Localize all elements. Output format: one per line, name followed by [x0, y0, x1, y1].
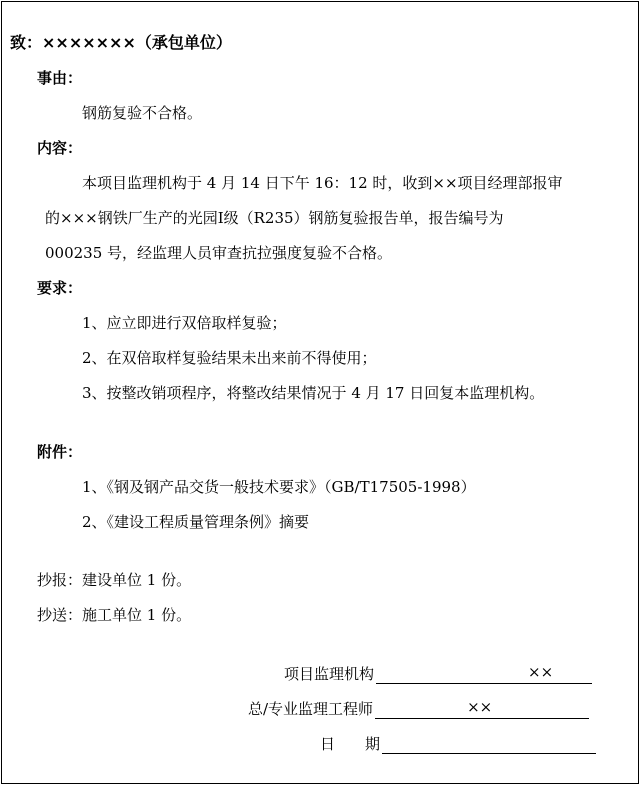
subject-label: 事由： — [37, 69, 83, 87]
signature-engineer-label: 总/专业监理工程师 — [248, 700, 374, 718]
requirement-item-3: 3、按整改销项程序，将整改结果情况于 4 月 17 日回复本监理机构。 — [82, 384, 545, 402]
copy-report-line: 抄报：建设单位 1 份。 — [37, 571, 192, 589]
signature-agency-line — [376, 664, 592, 684]
signature-engineer-value: ×× — [467, 698, 493, 716]
signature-agency-label: 项目监理机构 — [284, 665, 375, 683]
content-line-2: 的×××钢铁厂生产的光园Ⅰ级（R235）钢筋复验报告单，报告编号为 — [45, 209, 504, 227]
attachment-item-1: 1、《钢及钢产品交货一般技术要求》（GB/T17505-1998） — [82, 478, 476, 496]
signature-agency-value: ×× — [528, 663, 554, 681]
content-label: 内容： — [37, 139, 83, 157]
content-line-1: 本项目监理机构于 4 月 14 日下午 16：12 时，收到××项目经理部报审 — [82, 174, 563, 192]
signature-date-label: 日 期 — [320, 735, 381, 753]
requirement-item-1: 1、应立即进行双倍取样复验； — [82, 314, 287, 332]
requirements-label: 要求： — [37, 279, 83, 297]
copy-send-line: 抄送：施工单位 1 份。 — [37, 606, 192, 624]
signature-engineer-line — [375, 699, 589, 719]
signature-agency-row — [284, 664, 592, 684]
subject-text: 钢筋复验不合格。 — [82, 104, 203, 122]
recipient-line: 致：×××××××（承包单位） — [10, 33, 232, 52]
attachments-label: 附件： — [37, 443, 83, 461]
signature-date-line — [382, 734, 596, 754]
signature-engineer-row — [248, 699, 589, 719]
content-line-3: 000235 号，经监理人员审查抗拉强度复验不合格。 — [45, 244, 393, 262]
attachment-item-2: 2、《建设工程质量管理条例》摘要 — [82, 513, 310, 531]
signature-date-row — [320, 734, 596, 754]
requirement-item-2: 2、在双倍取样复验结果未出来前不得使用； — [82, 349, 377, 367]
